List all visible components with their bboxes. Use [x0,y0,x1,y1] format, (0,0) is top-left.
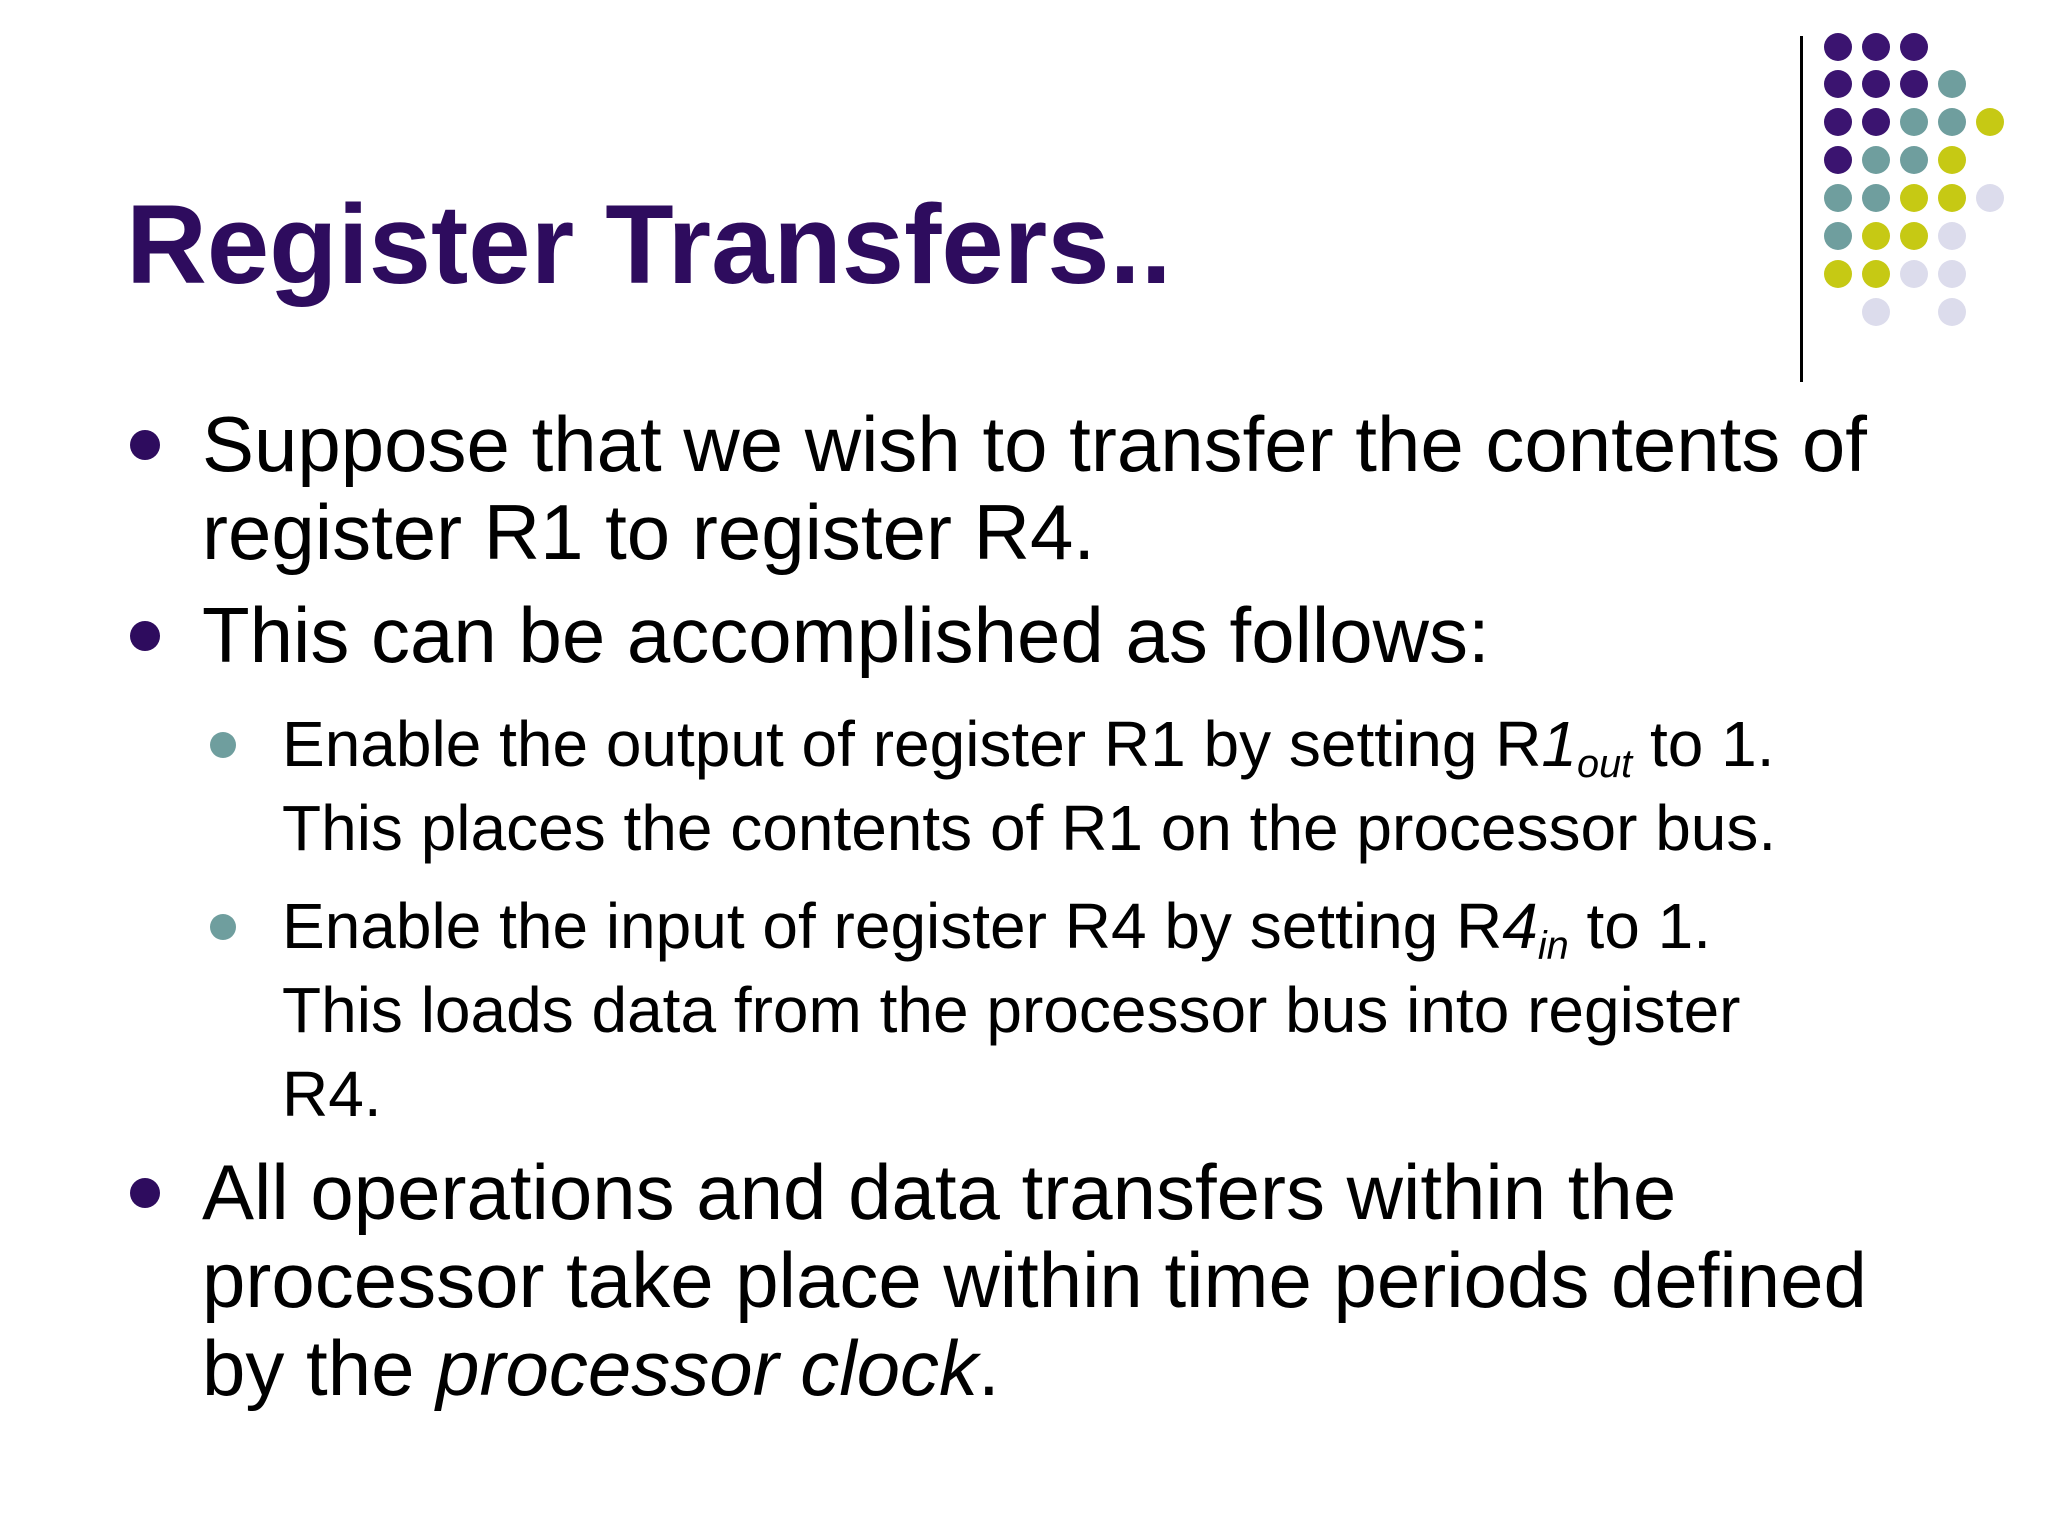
bullet-dot-icon [130,621,160,651]
bullet-line [202,1324,1952,1412]
text-run: Enable the output of register R1 by setting R [282,708,1542,780]
sub-bullet-text [282,702,1952,870]
bullet-line: register R1 to register R4. [202,488,1096,576]
sub-bullet-line: This loads data from the processor bus into register [282,974,1741,1046]
text-run: by the [202,1324,437,1412]
text-run: . [978,1324,1000,1412]
sub-bullet-dot-icon [210,914,236,940]
bullet-dot-icon [130,430,160,460]
bullet-text [202,400,1952,576]
sub-bullet-line: R4. [282,1058,382,1130]
sub-bullet-line [282,702,1952,786]
sub-bullet-text [282,884,1952,1136]
sub-bullet-dot-icon [210,732,236,758]
bullet-line: This can be accomplished as follows: [202,591,1490,679]
subscript-run: in [1537,924,1569,969]
slide-title: Register Transfers.. [126,182,1172,307]
bullet-line: processor take place within time periods defined [202,1236,1867,1324]
bullet-dot-icon [130,1178,160,1208]
text-run: to 1. [1568,890,1712,962]
italic-run: 4 [1502,890,1538,962]
text-run: Enable the input of register R4 by setting R [282,890,1503,962]
subscript-run: out [1577,742,1633,787]
sub-bullet-line: This places the contents of R1 on the processor bus. [282,792,1777,864]
bullet-line: Suppose that we wish to transfer the contents of [202,400,1867,488]
sub-bullet-line [282,884,1952,968]
italic-run: 1 [1541,708,1577,780]
emphasis-run: processor clock [436,1324,979,1412]
text-run: to 1. [1632,708,1775,780]
bullet-line: All operations and data transfers within the [202,1148,1677,1236]
bullet-text [202,1148,1952,1412]
bullet-text [202,591,1952,679]
